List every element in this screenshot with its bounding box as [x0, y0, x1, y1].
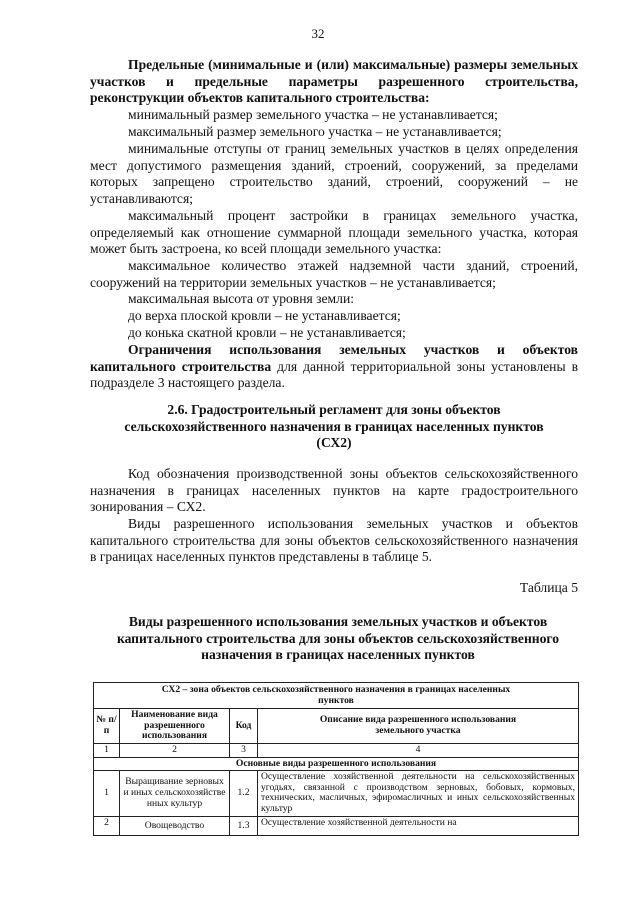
row-number: 2: [94, 816, 120, 836]
col-header-code: Код: [230, 709, 258, 744]
section-para-1: Код обозначения производственной зоны объектов сельскохозяйственного назначения в границах населенных пунктов на карте градостроительного зонирования – СХ2.: [90, 466, 578, 515]
limit-min-size: минимальный размер земельного участка – не устанавливается;: [128, 107, 498, 122]
limit-floors: максимальное количество этажей надземной части зданий, строений, сооружений на территории земельных участков – не устанавливается;: [90, 258, 578, 290]
col-number-1: 1: [94, 743, 120, 757]
table-title: Виды разрешенного использования земельных участков и объектов капитального строительства для зоны объектов сельскохозяйственного назначения в границах населенных пунктов: [116, 614, 560, 663]
section-para-2: Виды разрешенного использования земельных участков и объектов капитального строительства для зоны объектов сельскохозяйственного назначения в границах населенных пунктов представлены в таблице 5.: [90, 516, 578, 565]
column-header-row: [94, 709, 579, 744]
page-number: 32: [311, 26, 325, 41]
row-code: 1.3: [230, 816, 258, 836]
limit-pitched-roof: до конька скатной кровли – не устанавливается;: [128, 325, 406, 340]
table-row: [94, 771, 579, 816]
col-header-description: Описание вида разрешенного использования земельного участка: [258, 709, 579, 744]
row-use-name: Овощеводство: [120, 816, 230, 836]
zone-header-row: [94, 683, 579, 709]
col-header-number: № п/п: [94, 709, 120, 744]
restrictions-paragraph: [90, 342, 578, 392]
zone-header: СХ2 – зона объектов сельскохозяйственного назначения в границах населенных пунктов: [94, 683, 579, 709]
col-number-4: 4: [258, 743, 579, 757]
limit-setbacks: минимальные отступы от границ земельных участков в целях определения мест допустимого размещения зданий, строений, сооружений, за пределами которых запрещено строительство зданий, строений, сооружений – не устанавливаются;: [90, 141, 578, 206]
table-row: [94, 816, 579, 836]
limit-building-percent: максимальный процент застройки в границах земельного участка, определяемый как отношение суммарной площади земельного участка, которая может быть застроена, ко всей площади земельного участка:: [90, 208, 578, 257]
row-number: 1: [94, 771, 120, 816]
section-label-row: [94, 757, 579, 771]
row-use-name: Выращивание зерновых и иных сельскохозяйственных культур: [120, 771, 230, 816]
column-number-row: [94, 743, 579, 757]
limit-max-height: максимальная высота от уровня земли:: [128, 291, 354, 306]
table-label: Таблица 5: [519, 580, 578, 595]
main-uses-label: Основные виды разрешенного использования: [94, 757, 579, 771]
col-header-name: Наименование вида разрешенного использования: [120, 709, 230, 744]
section-title: 2.6. Градостроительный регламент для зоны объектов сельскохозяйственного назначения в границах населенных пунктов (СХ2): [124, 402, 544, 451]
row-code: 1.2: [230, 771, 258, 816]
col-number-2: 2: [120, 743, 230, 757]
limit-max-size: максимальный размер земельного участка – не устанавливается;: [128, 124, 502, 139]
col-number-3: 3: [230, 743, 258, 757]
limits-heading: Предельные (минимальные и (или) максимальные) размеры земельных участков и предельные параметры разрешенного строительства, реконструкции объектов капитального строительства:: [90, 57, 578, 106]
row-description: Осуществление хозяйственной деятельности на: [258, 816, 579, 836]
permitted-uses-table: [93, 682, 579, 836]
restrictions-bold: Ограничения использования земельных участков и объектов капитального строительства: [90, 342, 578, 374]
row-description: Осуществление хозяйственной деятельности на сельскохозяйственных угодьях, связанной с производством зерновых, бобовых, кормовых, технических, масличных, эфиромасличных и иных сельскохозяйственных культур: [258, 771, 579, 816]
restrictions-text: для данной территориальной зоны установлены в подразделе 3 настоящего раздела.: [90, 358, 578, 391]
limit-flat-roof: до верха плоской кровли – не устанавливается;: [128, 308, 401, 323]
